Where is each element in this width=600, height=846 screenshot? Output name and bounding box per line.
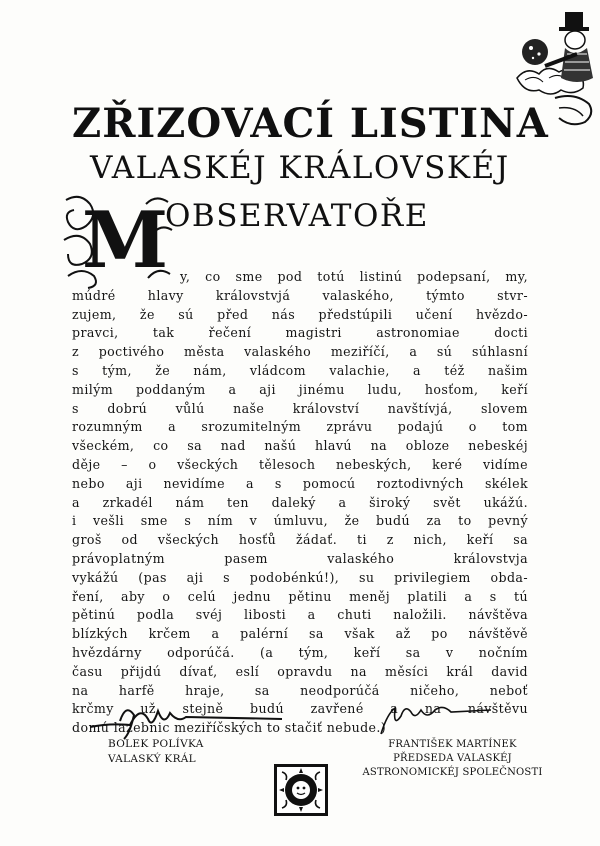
body-line: y, co sme pod totú listinú podepsaní, my, [180, 269, 528, 284]
body-line: pětinú podla svéj libosti a chuti naložili. návštěva [72, 607, 528, 623]
body-line: nebo aji nevidíme a s pomocú roztodivných skélek [72, 475, 528, 491]
body-line: pravci, tak řečení magistri astronomiae docti [72, 325, 528, 341]
body-line: děje – o všeckých tělesoch nebeských, keré vidíme [72, 456, 528, 472]
body-line: z poctivého města valaského meziříčí, a sú súhlasní [72, 344, 528, 360]
body-line: s tým, že nám, vládcom valachie, a též našim [72, 362, 528, 378]
signer-right-title-2: ASTRONOMICKÉJ SPOLEČNOSTI [362, 767, 543, 778]
body-line: a zrkadél nám ten daleký a široký svět ukážú. [72, 494, 528, 510]
signer-left [108, 737, 248, 767]
body-line: blízkých krčem a palérní sa však až po návštěvě [72, 626, 528, 642]
body-line: groš od všeckých hosťů žádať. ti z nich, keří sa [72, 532, 528, 548]
charter-subtitle-observatory: OBSERVATOŘE [165, 198, 429, 234]
body-line: múdré hlavy královstvjá valaského, týmto stvr- [72, 287, 528, 303]
sun-seal-icon [272, 762, 330, 818]
signer-right-name: FRANTIŠEK MARTÍNEK [388, 739, 517, 750]
charter-title: ZŘIZOVACÍ LISTINA [72, 100, 549, 147]
body-line: krčmy už stejně budú zavřené a na návštěvu [72, 701, 528, 717]
drop-cap-initial: M [81, 195, 169, 286]
body-line: vykážú (pas aji s podobénkú!), su privilegiem obda- [72, 569, 528, 585]
body-line: všeckém, co sa nad našú hlavú na obloze nebeskéj [72, 438, 528, 454]
body-line: s dobrú vůlú naše království navštívjá, slovem [72, 400, 528, 416]
body-line: času přijdú dívať, eslí opravdu na měsíci král david [72, 663, 528, 679]
body-line: i vešli sme s ním v úmluvu, že budú za to pevný [72, 513, 528, 529]
body-line: milým poddaným a aji jinému ludu, hosťom, keří [72, 381, 528, 397]
body-line: právoplatným pasem valaského královstvja [72, 550, 528, 566]
body-line: ření, aby o celú jednu pětinu meněj platili a s tú [72, 588, 528, 604]
body-line: zujem, že sú před nás předstúpili učení hvězdo- [72, 306, 528, 322]
body-line: na harfě hraje, sa neodporúčá ničeho, neboť [72, 682, 528, 698]
signer-left-name: BOLEK POLÍVKA [108, 738, 204, 750]
charter-body [72, 268, 528, 738]
signer-right-title: PŘEDSEDA VALASKÉJ [393, 753, 512, 764]
body-line: rozumným a srozumitelným zprávu podajú o tom [72, 419, 528, 435]
body-line: hvězdárny odporúčá. (a tým, keří sa v nočním [72, 644, 528, 660]
signer-left-title: VALASKÝ KRÁL [108, 753, 196, 765]
signer-right [360, 738, 545, 780]
charter-subtitle: VALASKÉJ KRÁLOVSKÉJ [90, 150, 510, 186]
signature-right [375, 702, 495, 738]
body-line: domú lazebnic meziříčských to stačiť nebude.) [72, 720, 387, 736]
